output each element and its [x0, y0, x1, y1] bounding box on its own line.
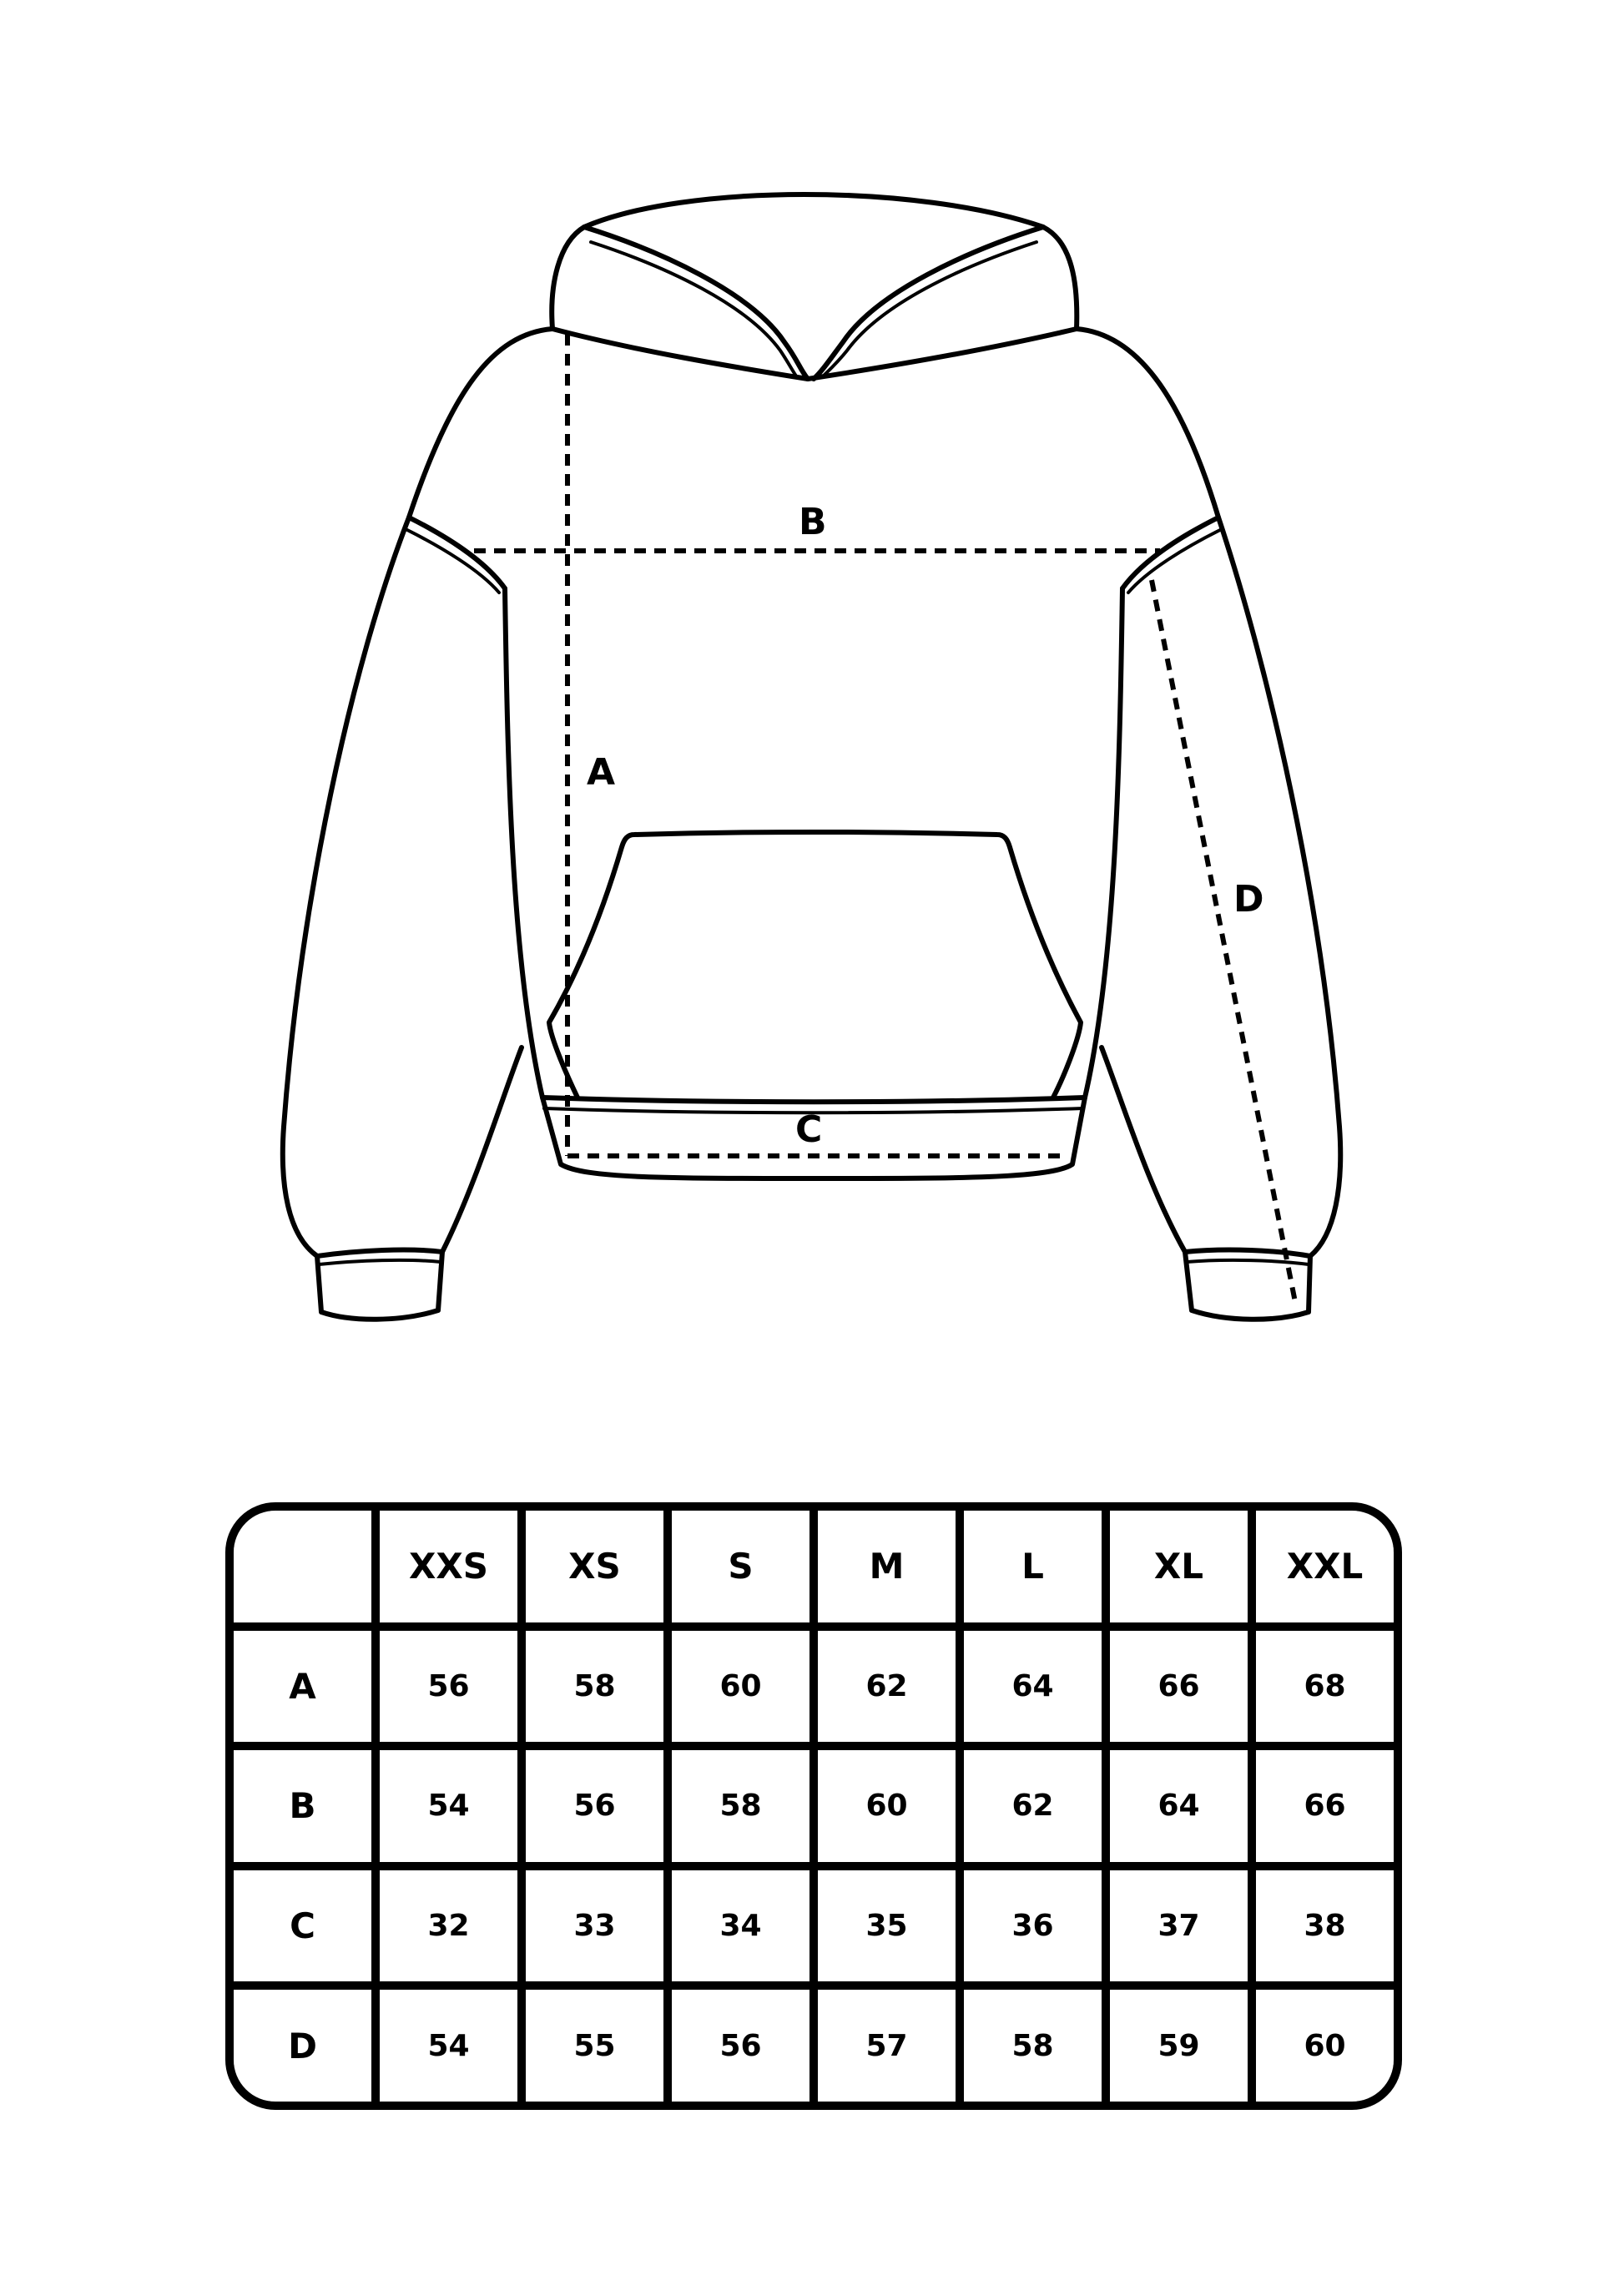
measure-line-d	[1152, 580, 1295, 1302]
table-cell: 58	[526, 1631, 663, 1743]
measure-label-c: C	[795, 1108, 823, 1151]
table-cell: 60	[672, 1631, 809, 1743]
size-chart-table	[225, 1502, 1402, 2110]
table-cell: 58	[964, 1990, 1102, 2102]
table-cell: 57	[818, 1990, 956, 2102]
measure-label-b: B	[799, 501, 827, 543]
left-shoulder-seam-inner	[407, 530, 499, 593]
column-header: M	[818, 1511, 956, 1622]
table-cell: 60	[1256, 1990, 1394, 2102]
right-sleeve-inner	[1102, 1047, 1185, 1252]
column-header: XXS	[380, 1511, 517, 1622]
table-row	[234, 1750, 1394, 1862]
table-cell: 64	[1110, 1750, 1248, 1862]
table-corner-cell	[234, 1511, 371, 1622]
row-header: B	[234, 1750, 371, 1862]
table-cell: 58	[672, 1750, 809, 1862]
table-cell: 54	[380, 1990, 517, 2102]
column-header: S	[672, 1511, 809, 1622]
table-cell: 33	[526, 1870, 663, 1982]
table-cell: 56	[526, 1750, 663, 1862]
left-shoulder-seam	[409, 517, 505, 588]
column-header: XXL	[1256, 1511, 1394, 1622]
table-cell: 38	[1256, 1870, 1394, 1982]
table-cell: 64	[964, 1631, 1102, 1743]
row-header: A	[234, 1631, 371, 1743]
row-header: D	[234, 1990, 371, 2102]
right-shoulder-seam-inner	[1128, 530, 1220, 593]
table-cell: 62	[964, 1750, 1102, 1862]
body-left-side	[505, 588, 542, 1098]
table-cell: 35	[818, 1870, 956, 1982]
right-cuff-seam	[1187, 1260, 1309, 1264]
left-cuff-seam	[319, 1260, 441, 1264]
table-cell: 68	[1256, 1631, 1394, 1743]
body-right-side	[1085, 588, 1122, 1098]
table-cell: 62	[818, 1631, 956, 1743]
column-header: XS	[526, 1511, 663, 1622]
table-cell: 56	[380, 1631, 517, 1743]
kangaroo-pocket	[549, 832, 1081, 1098]
table-cell: 55	[526, 1990, 663, 2102]
table-header-row	[234, 1511, 1394, 1622]
measure-label-d: D	[1233, 878, 1264, 921]
left-sleeve-inner	[442, 1047, 522, 1252]
hood-outline	[552, 194, 1077, 329]
hood-rim-right	[814, 227, 1043, 379]
table-cell: 66	[1110, 1631, 1248, 1743]
table-row	[234, 1631, 1394, 1743]
row-header: C	[234, 1870, 371, 1982]
size-table	[225, 1502, 1402, 2110]
table-cell: 60	[818, 1750, 956, 1862]
table-cell: 36	[964, 1870, 1102, 1982]
column-header: XL	[1110, 1511, 1248, 1622]
table-cell: 56	[672, 1990, 809, 2102]
table-cell: 66	[1256, 1750, 1394, 1862]
table-row	[234, 1990, 1394, 2102]
measure-label-a: A	[587, 751, 616, 794]
table-row	[234, 1870, 1394, 1982]
table-cell: 32	[380, 1870, 517, 1982]
table-cell: 34	[672, 1870, 809, 1982]
neckline	[552, 329, 1077, 379]
table-cell: 37	[1110, 1870, 1248, 1982]
table-cell: 59	[1110, 1990, 1248, 2102]
table-cell: 54	[380, 1750, 517, 1862]
column-header: L	[964, 1511, 1102, 1622]
